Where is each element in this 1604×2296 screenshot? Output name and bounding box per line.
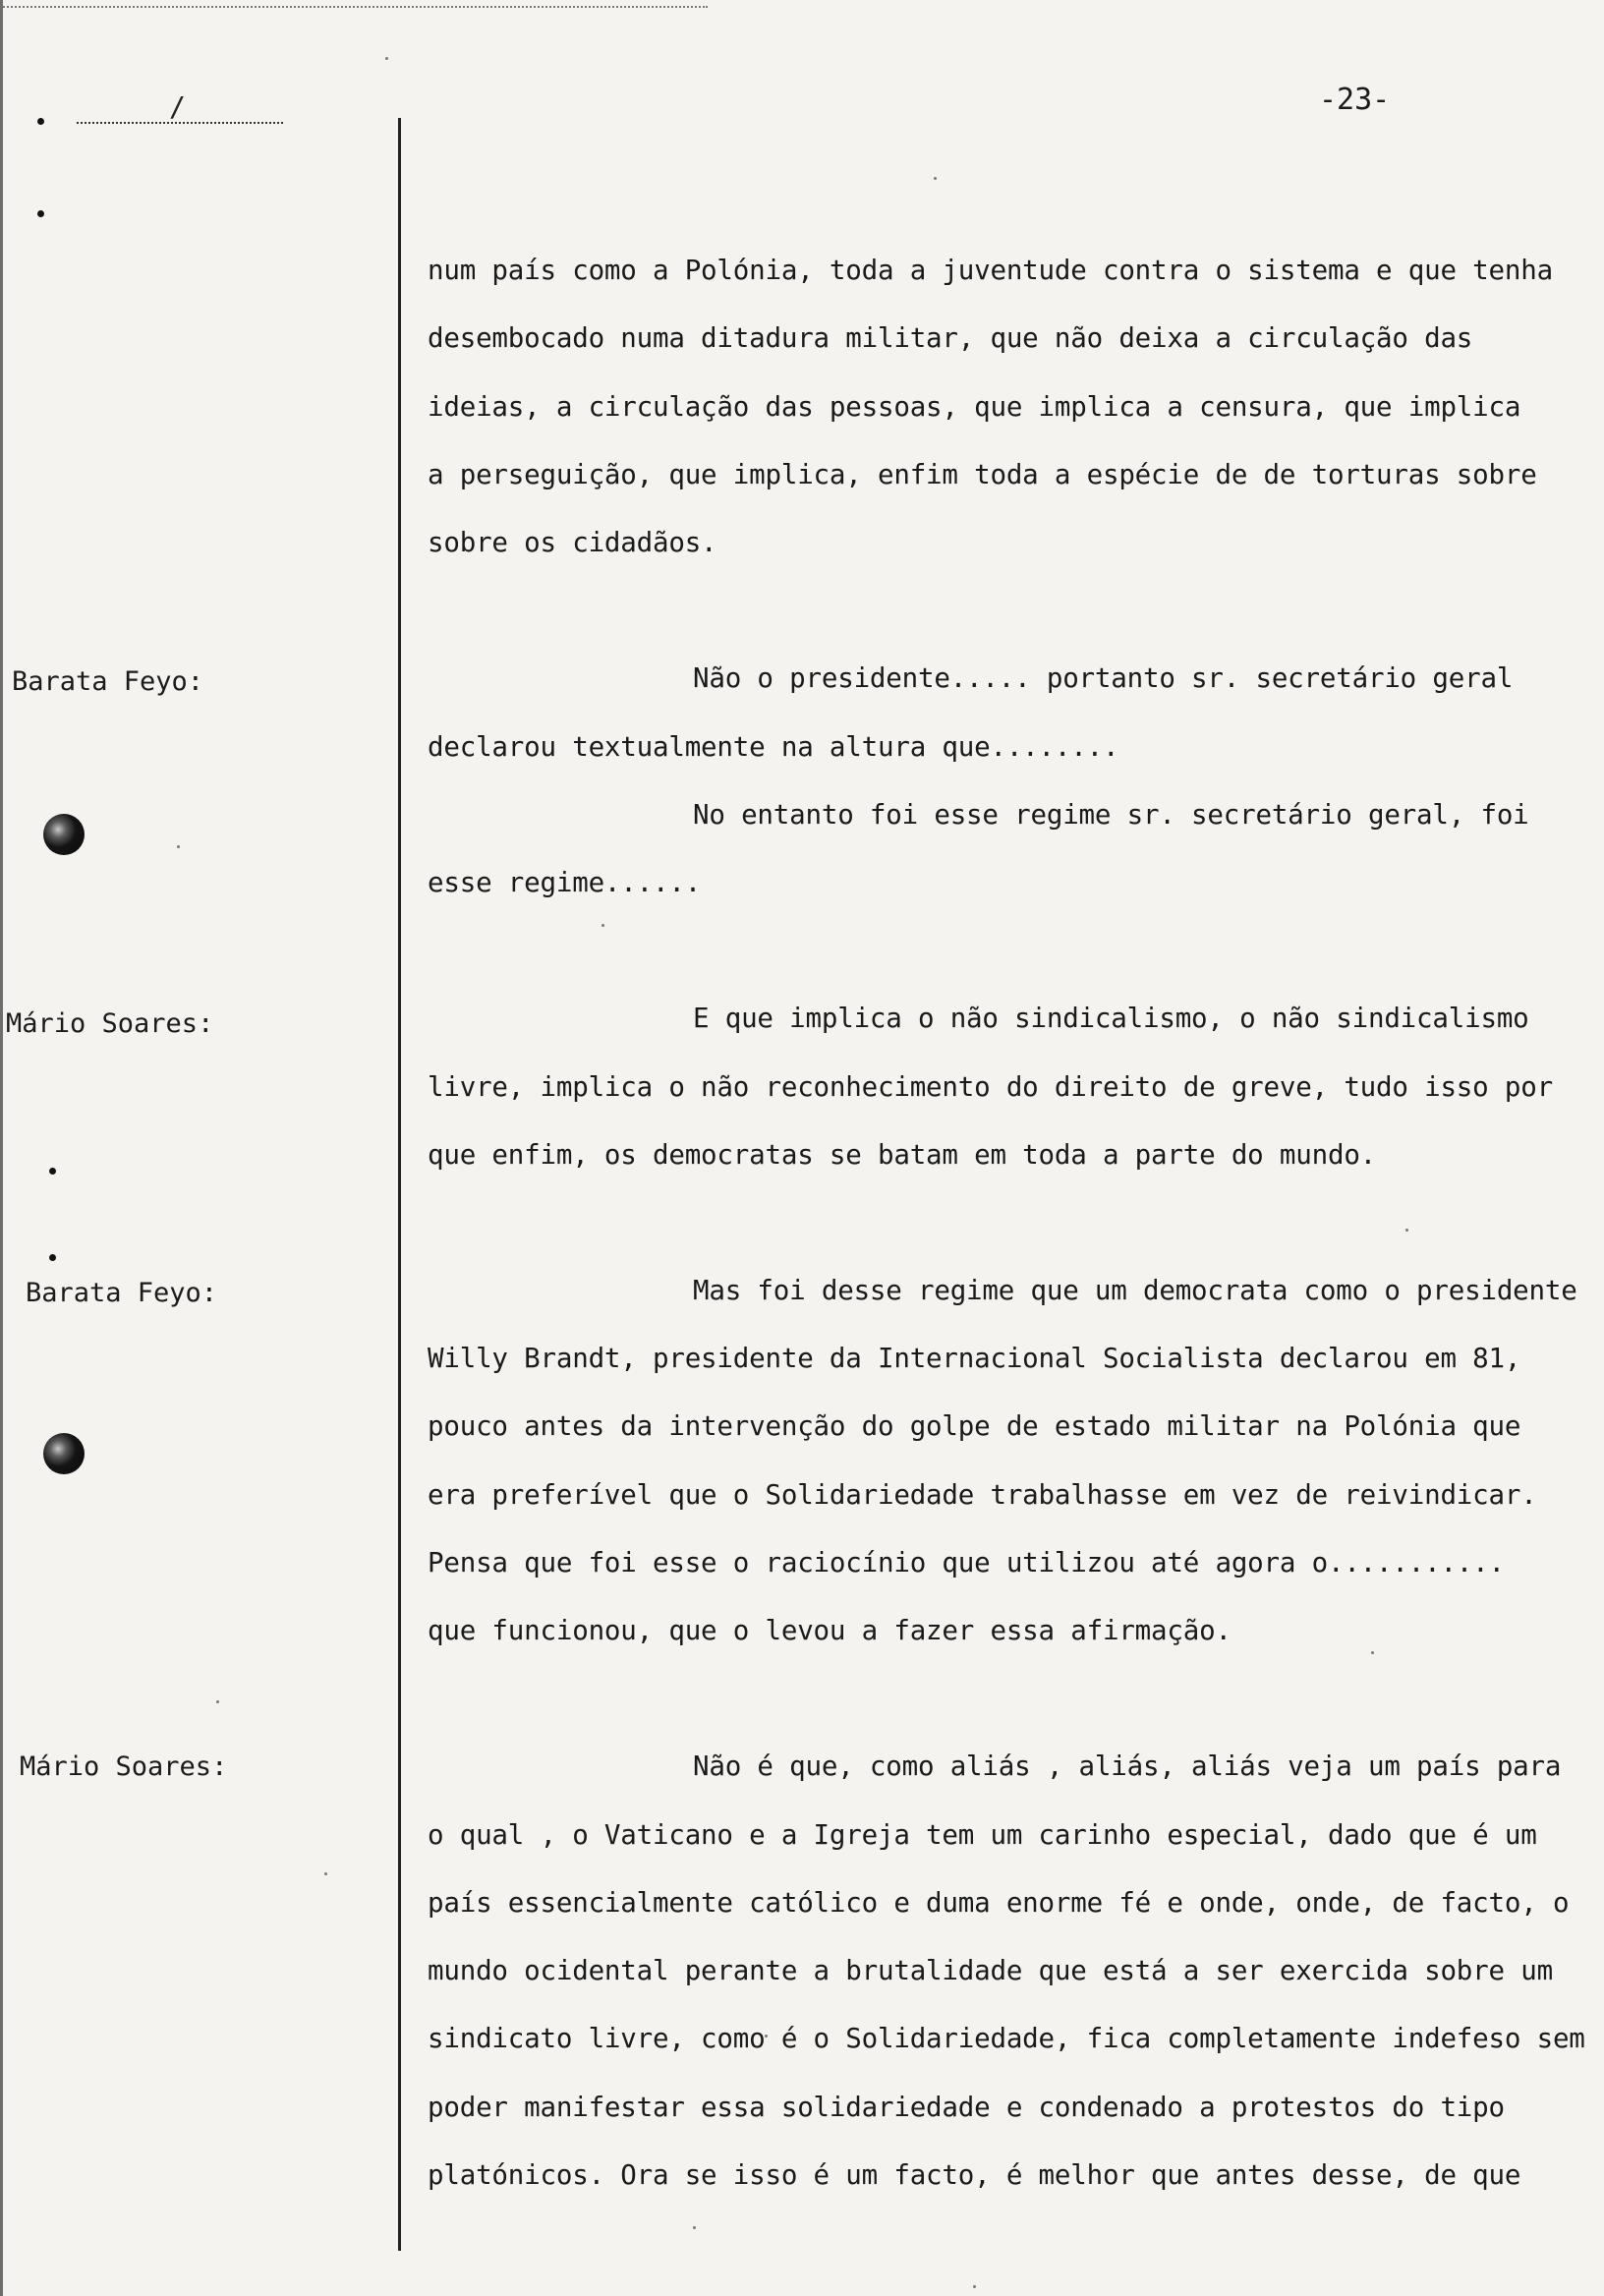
text-line: No entanto foi esse regime sr. secretário geral, foi bbox=[693, 799, 1529, 831]
text-line: que enfim, os democratas se batam em toda a parte do mundo. bbox=[428, 1139, 1377, 1171]
text-line: pouco antes da intervenção do golpe de estado militar na Polónia que bbox=[428, 1410, 1521, 1442]
margin-divider-line bbox=[398, 118, 401, 2251]
text-line: ideias, a circulação das pessoas, que implica a censura, que implica bbox=[428, 391, 1521, 423]
speaker-label: Barata Feyo: bbox=[26, 1278, 218, 1308]
text-line: era preferível que o Solidariedade trabalhasse em vez de reivindicar. bbox=[428, 1479, 1537, 1511]
text-line: mundo ocidental perante a brutalidade que está a ser exercida sobre um bbox=[428, 1955, 1553, 1986]
margin-dot bbox=[37, 210, 44, 217]
text-line: a perseguição, que implica, enfim toda a espécie de de torturas sobre bbox=[428, 459, 1537, 490]
top-dotted-rule bbox=[0, 6, 708, 8]
text-line: Não o presidente..... portanto sr. secretário geral bbox=[693, 662, 1514, 694]
text-line: platónicos. Ora se isso é um facto, é melhor que antes desse, de que bbox=[428, 2159, 1521, 2191]
text-line: país essencialmente católico e duma enorme fé e onde, onde, de facto, o bbox=[428, 1887, 1570, 1919]
text-line: Não é que, como aliás , aliás, aliás veja um país para bbox=[693, 1751, 1562, 1782]
margin-dot bbox=[49, 1168, 56, 1175]
page-number: -23- bbox=[1319, 83, 1391, 117]
margin-dot bbox=[37, 118, 44, 125]
punch-hole bbox=[43, 814, 85, 855]
text-line: que funcionou, que o levou a fazer essa afirmação. bbox=[428, 1615, 1232, 1646]
text-line: o qual , o Vaticano e a Igreja tem um carinho especial, dado que é um bbox=[428, 1819, 1537, 1851]
text-line: num país como a Polónia, toda a juventude contra o sistema e que tenha bbox=[428, 255, 1553, 286]
text-line: Pensa que foi esse o raciocínio que utilizou até agora o........... bbox=[428, 1547, 1505, 1578]
text-line: esse regime...... bbox=[428, 867, 702, 898]
text-line: poder manifestar essa solidariedade e condenado a protestos do tipo bbox=[428, 2092, 1505, 2123]
punch-hole bbox=[43, 1433, 85, 1474]
text-line: sobre os cidadãos. bbox=[428, 527, 717, 558]
speaker-label: Mário Soares: bbox=[20, 1751, 228, 1782]
text-line: Mas foi desse regime que um democrata como o presidente bbox=[693, 1275, 1577, 1306]
left-page-edge bbox=[0, 0, 3, 2296]
text-line: declarou textualmente na altura que........ bbox=[428, 731, 1119, 763]
text-line: sindicato livre, como é o Solidariedade, fica completamente indefeso sem bbox=[428, 2023, 1585, 2054]
text-line: Willy Brandt, presidente da Internacional Socialista declarou em 81, bbox=[428, 1343, 1521, 1374]
text-line: livre, implica o não reconhecimento do direito de greve, tudo isso por bbox=[428, 1071, 1553, 1103]
text-line: desembocado numa ditadura militar, que não deixa a circulação das bbox=[428, 322, 1473, 354]
speaker-label: Mário Soares: bbox=[6, 1008, 214, 1039]
margin-dot bbox=[49, 1254, 56, 1261]
text-line: E que implica o não sindicalismo, o não sindicalismo bbox=[693, 1003, 1529, 1034]
reference-slash: / bbox=[169, 90, 186, 123]
speaker-label: Barata Feyo: bbox=[12, 666, 204, 697]
